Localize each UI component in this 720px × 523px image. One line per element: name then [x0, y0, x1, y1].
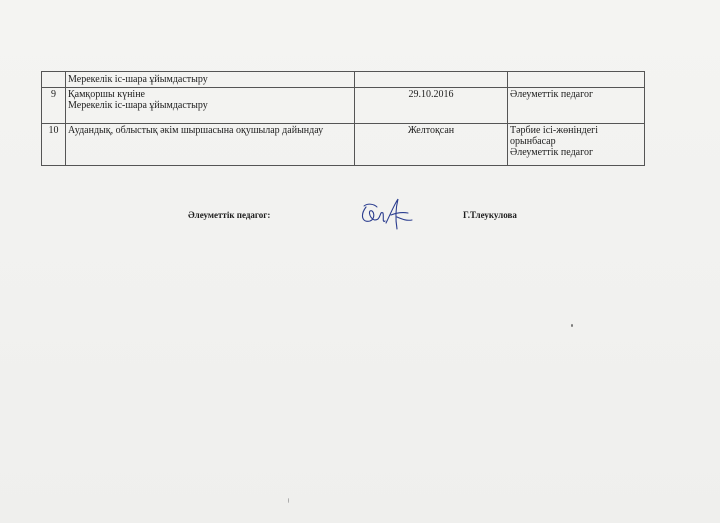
paper-speck	[571, 324, 573, 327]
event-description	[66, 88, 355, 124]
responsible-line: Әлеуметтік педагог	[510, 89, 594, 100]
event-description	[66, 124, 355, 166]
responsible-person	[508, 124, 645, 166]
event-date: Желтоқсан	[355, 124, 508, 166]
event-line: Мерекелік іс-шара ұйымдастыру	[68, 100, 208, 111]
responsible-person	[508, 88, 645, 124]
handwritten-signature	[350, 193, 420, 238]
table-row	[42, 88, 645, 124]
event-line: Мерекелік іс-шара ұйымдастыру	[68, 74, 208, 85]
row-number: 10	[42, 124, 66, 166]
responsible-line: Тәрбие ісі-жөніндегі орынбасар	[510, 125, 599, 147]
responsible-person	[508, 72, 645, 88]
row-number: 9	[42, 88, 66, 124]
signatory-role: Әлеуметтік педагог:	[188, 210, 271, 220]
event-date	[355, 72, 508, 88]
event-date: 29.10.2016	[355, 88, 508, 124]
responsible-line: Әлеуметтік педагог	[510, 147, 594, 158]
events-table	[41, 71, 645, 166]
table-row	[42, 124, 645, 166]
table-row	[42, 72, 645, 88]
paper-speck	[288, 498, 289, 503]
event-line: Аудандық, облыстық әкім шыршасына оқушылар дайындау	[68, 125, 324, 136]
event-line: Қамқоршы күніне	[68, 89, 145, 100]
event-description	[66, 72, 355, 88]
row-number	[42, 72, 66, 88]
signatory-name: Г.Тлеукулова	[463, 210, 517, 220]
